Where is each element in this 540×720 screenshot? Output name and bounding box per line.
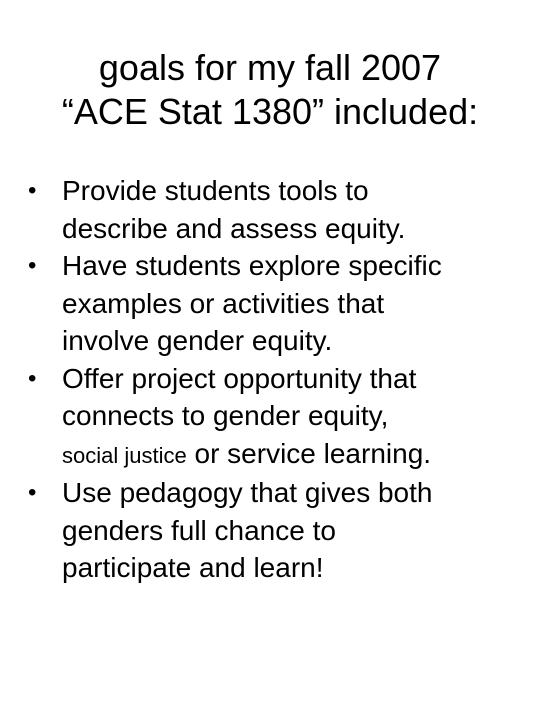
bullet-marker: •: [28, 479, 37, 506]
bullet-marker: •: [28, 252, 37, 279]
bullet-item-project: [26, 360, 526, 475]
title-line-1: goals for my fall 2007: [98, 47, 442, 88]
bullet-4-line-3: participate and learn!: [62, 552, 324, 583]
bullet-item-explore: [26, 247, 526, 360]
bullet-marker: •: [28, 364, 37, 392]
bullet-4-line-1: Use pedagogy that gives both: [62, 477, 433, 508]
bullet-1-line-1: Provide students tools to: [62, 175, 369, 206]
slide-title: [20, 46, 520, 134]
bullet-3-small-text: social justice: [62, 442, 187, 468]
bullet-3-line-2: connects to gender equity,: [62, 400, 389, 431]
bullet-1-line-2: describe and assess equity.: [62, 212, 406, 244]
title-line-2: “ACE Stat 1380” included:: [61, 91, 479, 132]
bullet-list: [26, 172, 526, 587]
bullet-2-line-1: Have students explore specific: [62, 250, 442, 281]
bullet-2-line-2: examples or activities that: [62, 287, 385, 319]
bullet-marker: •: [28, 177, 37, 204]
bullet-3-line-3: [62, 435, 526, 475]
bullet-3-line-1: Offer project opportunity that: [62, 362, 417, 394]
bullet-item-pedagogy: [26, 474, 526, 587]
bullet-item-tools: [26, 172, 526, 247]
bullet-4-line-2: genders full chance to: [62, 514, 336, 546]
bullet-3-rest-text: or service learning.: [186, 437, 432, 469]
bullet-2-line-3: involve gender equity.: [62, 325, 333, 356]
